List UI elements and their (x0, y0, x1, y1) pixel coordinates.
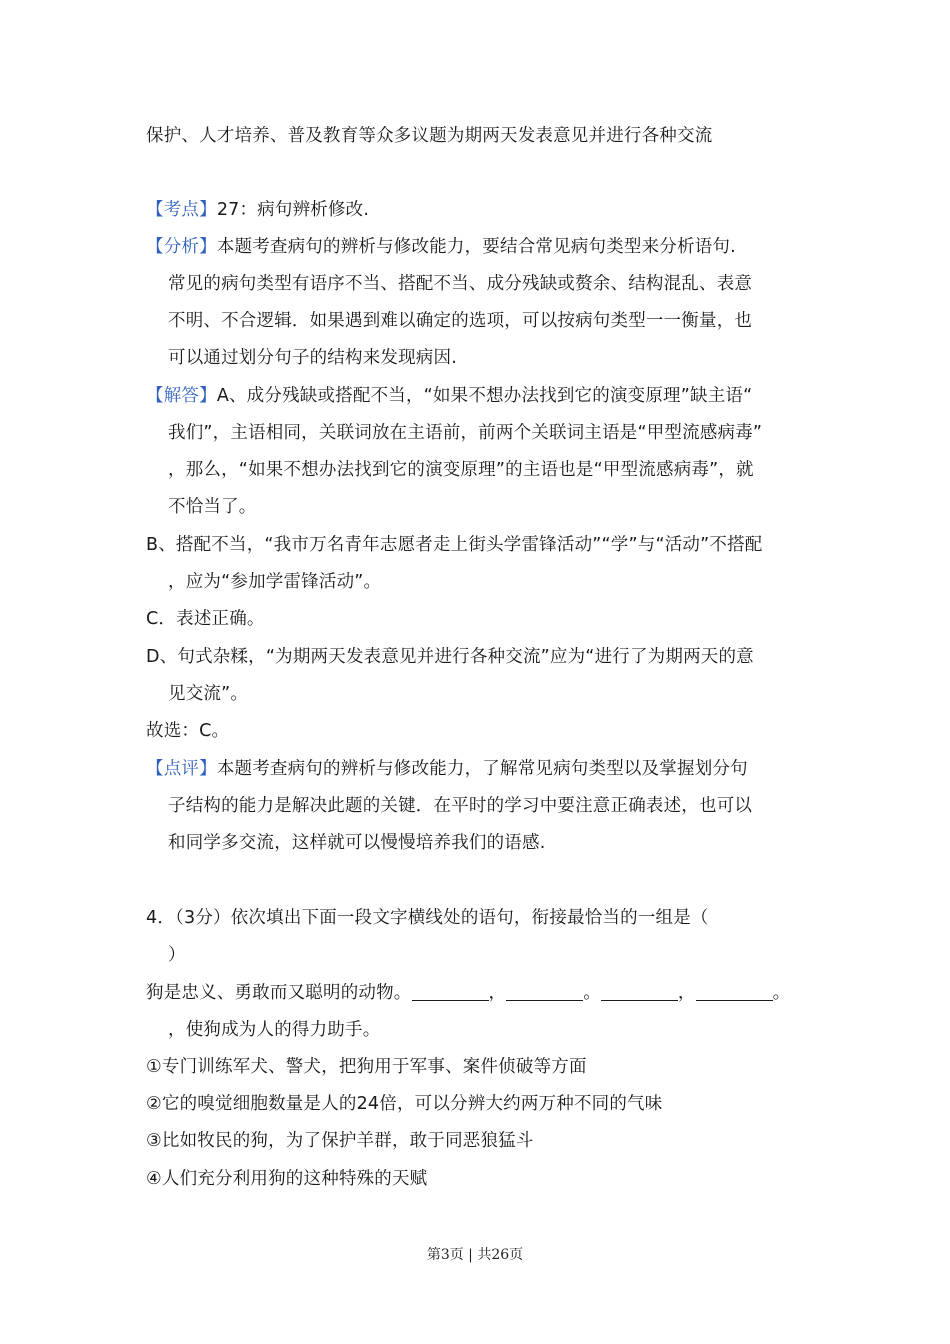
fenxi-text: 本题考查病句的辨析与修改能力，要结合常见病句类型来分析语句. (216, 237, 736, 257)
passage-separator: ， (488, 983, 507, 1003)
fill-blank-2 (506, 981, 583, 1001)
jieda-line-4: 不恰当了。 (168, 497, 257, 517)
dianping-line (146, 757, 748, 781)
fenxi-line-3: 不明、不合逻辑．如果遇到难以确定的选项，可以按病句类型一一衡量，也 (168, 311, 753, 331)
dianping-tag: 【点评】 (146, 759, 217, 779)
fenxi-line-2: 常见的病句类型有语序不当、搭配不当、成分残缺或赘余、结构混乱、表意 (168, 274, 753, 294)
kaodian-line (146, 198, 369, 222)
option-b-line: B、搭配不当，“我市万名青年志愿者走上街头学雷锋活动”“学”与“活动”不搭配 (146, 535, 763, 555)
answer-line: 故选：C。 (146, 721, 230, 741)
choice-4: ④人们充分利用狗的这种特殊的天赋 (146, 1169, 428, 1189)
jieda-line (146, 384, 752, 408)
jieda-text: A、成分残缺或搭配不当，“如果不想办法找到它的演变原理”缺主语“ (216, 386, 753, 406)
dianping-text: 本题考查病句的辨析与修改能力，了解常见病句类型以及掌握划分句 (216, 759, 748, 779)
choice-1: ①专门训练军犬、警犬，把狗用于军事、案件侦破等方面 (146, 1057, 587, 1077)
passage-separator: 。 (772, 983, 791, 1003)
fill-blank-3 (601, 981, 678, 1001)
passage-separator: 。 (583, 983, 601, 1003)
question-4-passage-line (146, 981, 790, 1005)
passage-text: 狗是忠义、勇敢而又聪明的动物。 (146, 983, 412, 1003)
option-b-line-2: ，应为“参加学雷锋活动”。 (168, 572, 382, 592)
option-d-line: D、句式杂糅，“为期两天发表意见并进行各种交流”应为“进行了为期两天的意 (146, 647, 754, 667)
fill-blank-4 (696, 981, 773, 1001)
question-4-line: 4．（3分）依次填出下面一段文字横线处的语句，衔接最恰当的一组是（ (146, 908, 709, 928)
choice-2: ②它的嗅觉细胞数量是人的24倍，可以分辨大约两万种不同的气味 (146, 1094, 663, 1114)
choice-3: ③比如牧民的狗，为了保护羊群，敢于同恶狼猛斗 (146, 1131, 534, 1151)
kaodian-tag: 【考点】 (146, 200, 217, 220)
jieda-line-3: ，那么，“如果不想办法找到它的演变原理”的主语也是“甲型流感病毒”，就 (168, 460, 754, 480)
question-4-passage-line-2: ，使狗成为人的得力助手。 (168, 1020, 381, 1040)
jieda-tag: 【解答】 (146, 386, 217, 406)
fenxi-line-4: 可以通过划分句子的结构来发现病因. (168, 348, 457, 368)
question-4-line-2: ） (168, 945, 186, 965)
option-c-line: C．表述正确。 (146, 609, 265, 629)
dianping-line-2: 子结构的能力是解决此题的关键．在平时的学习中要注意正确表述，也可以 (168, 796, 753, 816)
continued-text-line: 保护、人才培养、普及教育等众多议题为期两天发表意见并进行各种交流 (146, 126, 713, 146)
kaodian-text: 27：病句辨析修改. (216, 200, 370, 220)
passage-separator: ， (677, 983, 696, 1003)
jieda-line-2: 我们”，主语相同，关联词放在主语前，前两个关联词主语是“甲型流感病毒” (168, 423, 763, 443)
fill-blank-1 (412, 981, 489, 1001)
fenxi-tag: 【分析】 (146, 237, 217, 257)
dianping-line-3: 和同学多交流，这样就可以慢慢培养我们的语感. (168, 833, 546, 853)
fenxi-line (146, 235, 736, 259)
page-footer: 第3页 | 共26页 (426, 1247, 524, 1263)
option-d-line-2: 见交流”。 (168, 684, 249, 704)
